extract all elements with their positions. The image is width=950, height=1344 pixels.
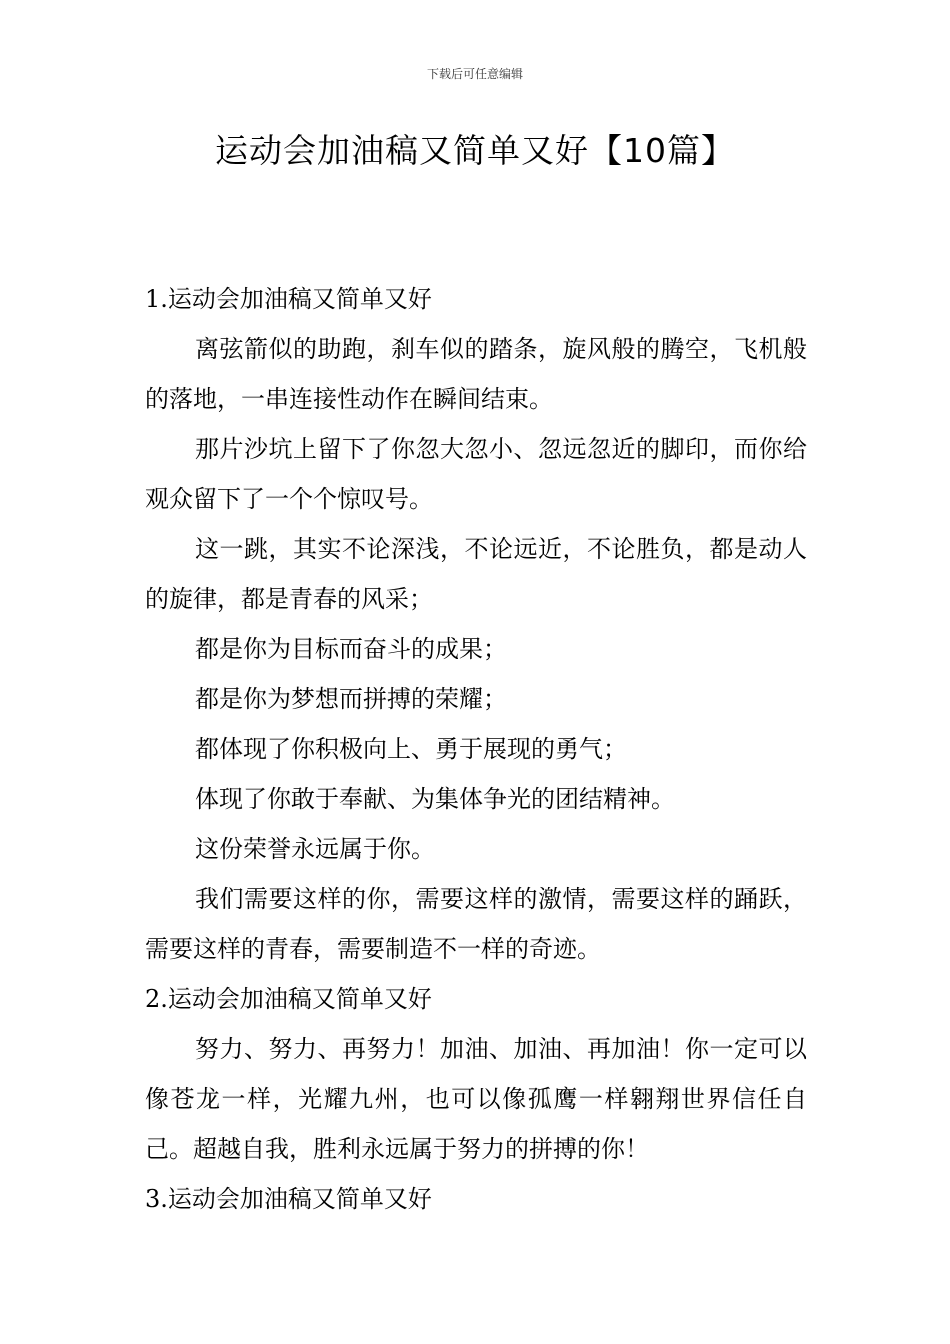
paragraph: 努力、努力、再努力！加油、加油、再加油！你一定可以像苍龙一样，光耀九州，也可以像孤鹰一样翱翔世界信任自己。超越自我，胜利永远属于努力的拼搏的你！ — [145, 1035, 807, 1163]
header-note: 下载后可任意编辑 — [426, 67, 523, 81]
document-title: 运动会加油稿又简单又好【10篇】 — [215, 131, 735, 170]
paragraph: 体现了你敢于奉献、为集体争光的团结精神。 — [195, 785, 675, 813]
section-heading-1: 1.运动会加油稿又简单又好 — [145, 285, 432, 313]
paragraph: 离弦箭似的助跑，刹车似的踏条，旋风般的腾空，飞机般的落地，一串连接性动作在瞬间结束。 — [145, 335, 807, 413]
paragraph: 都体现了你积极向上、勇于展现的勇气； — [195, 735, 627, 763]
paragraph: 这一跳，其实不论深浅，不论远近，不论胜负，都是动人的旋律，都是青春的风采； — [145, 535, 807, 613]
paragraph: 都是你为目标而奋斗的成果； — [195, 635, 507, 663]
document-body — [145, 274, 807, 1224]
paragraph: 这份荣誉永远属于你。 — [195, 835, 435, 863]
paragraph: 都是你为梦想而拼搏的荣耀； — [195, 685, 507, 713]
section-heading-3: 3.运动会加油稿又简单又好 — [145, 1185, 432, 1213]
paragraph: 那片沙坑上留下了你忽大忽小、忽远忽近的脚印，而你给观众留下了一个个惊叹号。 — [145, 435, 807, 513]
section-heading-2: 2.运动会加油稿又简单又好 — [145, 985, 432, 1013]
paragraph: 我们需要这样的你，需要这样的激情，需要这样的踊跃，需要这样的青春，需要制造不一样的奇迹。 — [145, 885, 807, 963]
